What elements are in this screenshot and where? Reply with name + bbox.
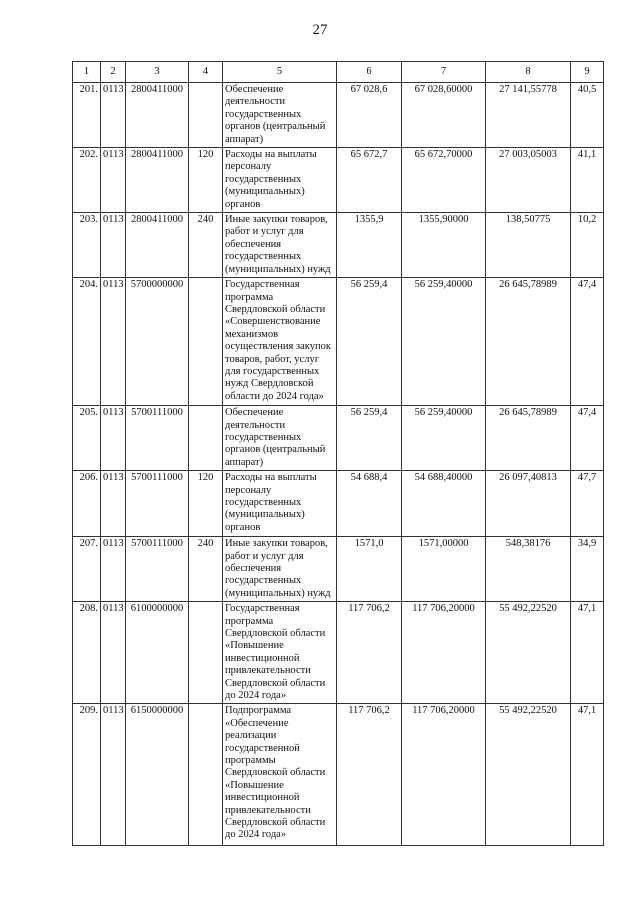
expense-kind <box>189 278 223 406</box>
percent-value: 47,1 <box>571 704 604 846</box>
percent-value: 47,4 <box>571 406 604 471</box>
table-row <box>73 537 604 602</box>
item-name: Государственная программа Свердловской области «Совершенствование механизмов осуществления закупок товаров, работ, услуг для государственных нужд Свердловской области до 2024 года» <box>223 278 337 406</box>
executed-value: 26 645,78989 <box>486 278 571 406</box>
table-row <box>73 406 604 471</box>
row-number: 202. <box>73 148 101 213</box>
column-header: 2 <box>101 62 126 83</box>
item-name: Расходы на выплаты персоналу государственных (муниципальных) органов <box>223 471 337 537</box>
row-number: 205. <box>73 406 101 471</box>
item-name: Подпрограмма «Обеспечение реализации государственной программы Свердловской области «Повышение инвестиционной привлекательности Свердловской области до 2024 года» <box>223 704 337 846</box>
section-code: 0113 <box>101 406 126 471</box>
expense-kind <box>189 704 223 846</box>
row-number: 203. <box>73 213 101 278</box>
column-header: 5 <box>223 62 337 83</box>
column-header: 4 <box>189 62 223 83</box>
executed-value: 26 097,40813 <box>486 471 571 537</box>
plan-full-value: 1355,90000 <box>402 213 486 278</box>
row-number: 207. <box>73 537 101 602</box>
target-code: 5700111000 <box>126 537 189 602</box>
row-number: 206. <box>73 471 101 537</box>
row-number: 209. <box>73 704 101 846</box>
target-code: 5700111000 <box>126 406 189 471</box>
table-row <box>73 83 604 148</box>
plan-full-value: 1571,00000 <box>402 537 486 602</box>
expense-kind: 120 <box>189 148 223 213</box>
plan-value: 65 672,7 <box>337 148 402 213</box>
plan-full-value: 56 259,40000 <box>402 406 486 471</box>
table-row <box>73 278 604 406</box>
item-name: Государственная программа Свердловской области «Повышение инвестиционной привлекательности Свердловской области до 2024 года» <box>223 602 337 704</box>
target-code: 5700000000 <box>126 278 189 406</box>
plan-full-value: 56 259,40000 <box>402 278 486 406</box>
plan-full-value: 67 028,60000 <box>402 83 486 148</box>
executed-value: 138,50775 <box>486 213 571 278</box>
column-header: 9 <box>571 62 604 83</box>
percent-value: 47,1 <box>571 602 604 704</box>
percent-value: 47,4 <box>571 278 604 406</box>
page-number: 27 <box>312 22 328 38</box>
percent-value: 40,5 <box>571 83 604 148</box>
plan-value: 1571,0 <box>337 537 402 602</box>
table-row <box>73 148 604 213</box>
section-code: 0113 <box>101 83 126 148</box>
plan-full-value: 117 706,20000 <box>402 602 486 704</box>
expense-kind: 120 <box>189 471 223 537</box>
section-code: 0113 <box>101 471 126 537</box>
target-code: 2800411000 <box>126 213 189 278</box>
item-name: Иные закупки товаров, работ и услуг для обеспечения государственных (муниципальных) нужд <box>223 213 337 278</box>
plan-value: 1355,9 <box>337 213 402 278</box>
percent-value: 34,9 <box>571 537 604 602</box>
row-number: 208. <box>73 602 101 704</box>
budget-table <box>72 61 604 846</box>
row-number: 201. <box>73 83 101 148</box>
plan-value: 67 028,6 <box>337 83 402 148</box>
item-name: Иные закупки товаров, работ и услуг для обеспечения государственных (муниципальных) нужд <box>223 537 337 602</box>
column-header: 3 <box>126 62 189 83</box>
plan-value: 56 259,4 <box>337 278 402 406</box>
table-row <box>73 704 604 846</box>
plan-full-value: 117 706,20000 <box>402 704 486 846</box>
section-code: 0113 <box>101 278 126 406</box>
column-header: 6 <box>337 62 402 83</box>
executed-value: 548,38176 <box>486 537 571 602</box>
table-row <box>73 213 604 278</box>
plan-value: 56 259,4 <box>337 406 402 471</box>
table-row <box>73 471 604 537</box>
target-code: 6100000000 <box>126 602 189 704</box>
section-code: 0113 <box>101 213 126 278</box>
section-code: 0113 <box>101 704 126 846</box>
header-row <box>73 62 604 83</box>
column-header: 1 <box>73 62 101 83</box>
section-code: 0113 <box>101 537 126 602</box>
expense-kind <box>189 602 223 704</box>
executed-value: 27 141,55778 <box>486 83 571 148</box>
plan-full-value: 65 672,70000 <box>402 148 486 213</box>
plan-value: 117 706,2 <box>337 704 402 846</box>
plan-full-value: 54 688,40000 <box>402 471 486 537</box>
table-row <box>73 602 604 704</box>
item-name: Обеспечение деятельности государственных органов (центральный аппарат) <box>223 83 337 148</box>
target-code: 2800411000 <box>126 148 189 213</box>
target-code: 5700111000 <box>126 471 189 537</box>
section-code: 0113 <box>101 148 126 213</box>
percent-value: 41,1 <box>571 148 604 213</box>
section-code: 0113 <box>101 602 126 704</box>
item-name: Расходы на выплаты персоналу государственных (муниципальных) органов <box>223 148 337 213</box>
expense-kind: 240 <box>189 213 223 278</box>
percent-value: 10,2 <box>571 213 604 278</box>
expense-kind <box>189 406 223 471</box>
row-number: 204. <box>73 278 101 406</box>
executed-value: 26 645,78989 <box>486 406 571 471</box>
item-name: Обеспечение деятельности государственных органов (центральный аппарат) <box>223 406 337 471</box>
plan-value: 117 706,2 <box>337 602 402 704</box>
executed-value: 27 003,05003 <box>486 148 571 213</box>
expense-kind: 240 <box>189 537 223 602</box>
executed-value: 55 492,22520 <box>486 602 571 704</box>
expense-kind <box>189 83 223 148</box>
executed-value: 55 492,22520 <box>486 704 571 846</box>
target-code: 2800411000 <box>126 83 189 148</box>
percent-value: 47,7 <box>571 471 604 537</box>
column-header: 8 <box>486 62 571 83</box>
column-header: 7 <box>402 62 486 83</box>
target-code: 6150000000 <box>126 704 189 846</box>
plan-value: 54 688,4 <box>337 471 402 537</box>
